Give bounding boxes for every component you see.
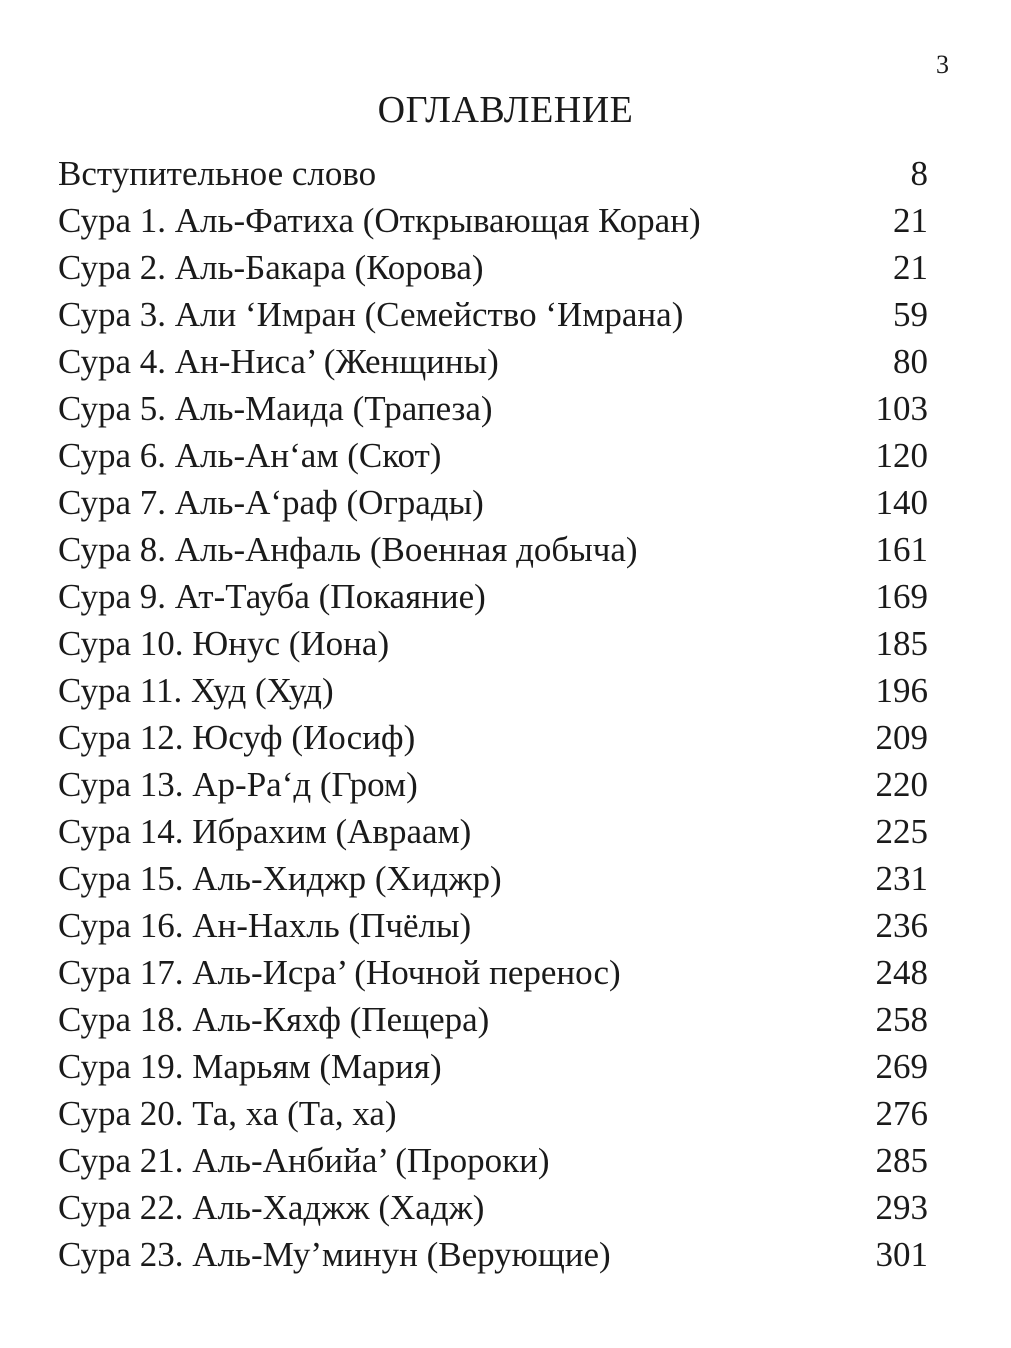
toc-entry-page: 236: [875, 906, 928, 945]
toc-entry-page: 220: [875, 765, 928, 804]
toc-entry-page: 21: [893, 248, 928, 287]
toc-entry-title: Сура 17. Аль-Исра’ (Ночной перенос): [58, 953, 621, 992]
toc-entry[interactable]: [58, 1184, 928, 1231]
toc-entry-title: Сура 23. Аль-Му’минун (Верующие): [58, 1235, 611, 1274]
toc-entry[interactable]: [58, 949, 928, 996]
toc-entry-title: Сура 18. Аль-Кяхф (Пещера): [58, 1000, 490, 1039]
toc-entry[interactable]: [58, 479, 928, 526]
toc-entry-page: 225: [875, 812, 928, 851]
toc-entry-title: Сура 19. Марьям (Мария): [58, 1047, 442, 1086]
toc-entry-title: Сура 14. Ибрахим (Авраам): [58, 812, 472, 851]
toc-entry[interactable]: [58, 1137, 928, 1184]
toc-entry-page: 185: [875, 624, 928, 663]
toc-entry-title: Сура 21. Аль-Анбийа’ (Пророки): [58, 1141, 550, 1180]
toc-entry-title: Сура 11. Худ (Худ): [58, 671, 334, 710]
toc-entry-page: 103: [875, 389, 928, 428]
toc-entry[interactable]: [58, 338, 928, 385]
toc-entry-title: Сура 6. Аль-Ан‘ам (Скот): [58, 436, 442, 475]
toc-entry-page: 258: [875, 1000, 928, 1039]
toc-entry-page: 169: [875, 577, 928, 616]
toc-entry-page: 285: [875, 1141, 928, 1180]
toc-entry-title: Сура 1. Аль-Фатиха (Открывающая Коран): [58, 201, 701, 240]
toc-entry[interactable]: [58, 714, 928, 761]
toc-entry[interactable]: [58, 620, 928, 667]
toc-entry[interactable]: [58, 432, 928, 479]
toc-entry[interactable]: [58, 855, 928, 902]
toc-entry-title: Сура 20. Та, ха (Та, ха): [58, 1094, 397, 1133]
toc-entry-page: 248: [875, 953, 928, 992]
toc-entry-page: 8: [910, 154, 928, 193]
toc-entry[interactable]: [58, 526, 928, 573]
page-title: ОГЛАВЛЕНИЕ: [377, 89, 634, 131]
toc-entry-page: 140: [875, 483, 928, 522]
toc-entry[interactable]: [58, 902, 928, 949]
toc-entry-title: Сура 13. Ар-Ра‘д (Гром): [58, 765, 418, 804]
toc-entry-page: 120: [875, 436, 928, 475]
toc-entry[interactable]: [58, 808, 928, 855]
toc-entry-title: Сура 2. Аль-Бакара (Корова): [58, 248, 484, 287]
toc-entry-page: 161: [875, 530, 928, 569]
toc-entry-page: 21: [893, 201, 928, 240]
toc-entry-title: Сура 4. Ан-Ниса’ (Женщины): [58, 342, 499, 381]
toc-entry[interactable]: [58, 1043, 928, 1090]
toc-entry[interactable]: [58, 1090, 928, 1137]
toc-entry-page: 276: [875, 1094, 928, 1133]
toc-entry-title: Сура 7. Аль-А‘раф (Ограды): [58, 483, 484, 522]
toc-entry-page: 301: [875, 1235, 928, 1274]
toc-entry-page: 231: [875, 859, 928, 898]
toc-entry[interactable]: [58, 667, 928, 714]
toc-entry-title: Вступительное слово: [58, 154, 377, 193]
toc-entry-page: 269: [875, 1047, 928, 1086]
toc-entry-title: Сура 22. Аль-Хаджж (Хадж): [58, 1188, 485, 1227]
toc-entry-page: 209: [875, 718, 928, 757]
page-number: 3: [936, 50, 949, 79]
toc-entry-title: Сура 8. Аль-Анфаль (Военная добыча): [58, 530, 638, 569]
toc-entry[interactable]: [58, 1231, 928, 1278]
toc-entry-page: 196: [875, 671, 928, 710]
toc-entry[interactable]: [58, 573, 928, 620]
toc-entry[interactable]: [58, 244, 928, 291]
toc-entry-title: Сура 16. Ан-Нахль (Пчёлы): [58, 906, 472, 945]
toc-entry[interactable]: [58, 385, 928, 432]
toc-entry-page: 59: [893, 295, 928, 334]
toc-entry-title: Сура 9. Ат-Тауба (Покаяние): [58, 577, 486, 616]
toc-entry[interactable]: [58, 291, 928, 338]
toc-entry[interactable]: [58, 761, 928, 808]
toc-entry-title: Сура 3. Али ‘Имран (Семейство ‘Имрана): [58, 295, 684, 334]
toc-entry-title: Сура 10. Юнус (Иона): [58, 624, 390, 663]
toc-entry-title: Сура 12. Юсуф (Иосиф): [58, 718, 416, 757]
toc-entry[interactable]: [58, 150, 928, 197]
toc-entry-page: 80: [893, 342, 928, 381]
toc-entry-page: 293: [875, 1188, 928, 1227]
toc-entry-title: Сура 5. Аль-Маида (Трапеза): [58, 389, 493, 428]
toc-entry[interactable]: [58, 996, 928, 1043]
toc-entry[interactable]: [58, 197, 928, 244]
table-of-contents: [58, 150, 928, 1278]
toc-entry-title: Сура 15. Аль-Хиджр (Хиджр): [58, 859, 502, 898]
